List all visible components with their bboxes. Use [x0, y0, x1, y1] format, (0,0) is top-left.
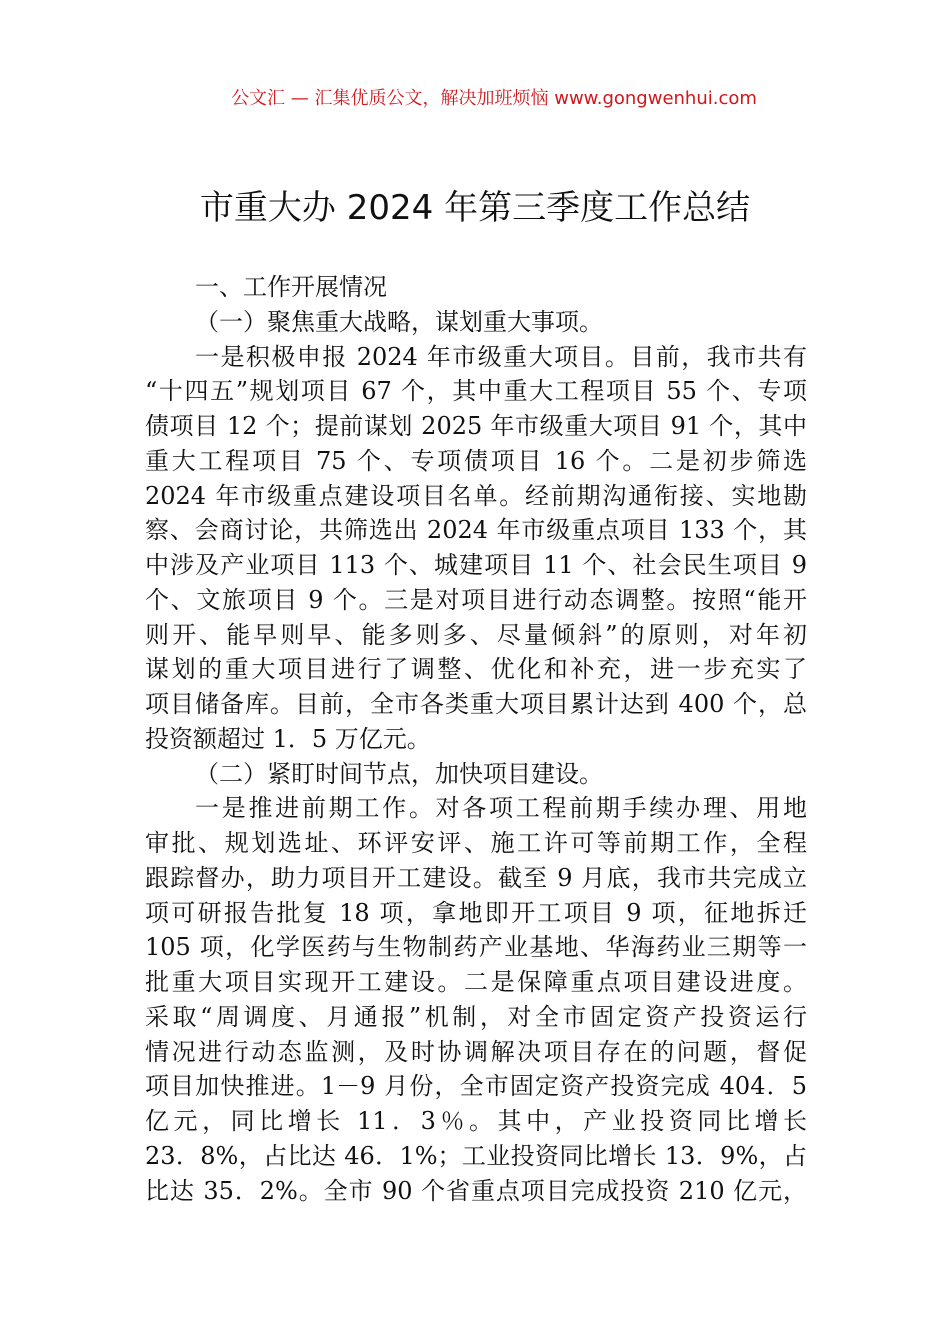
paragraph-line: 一是推进前期工作。对各项工程前期手续办理、用地 — [195, 794, 807, 823]
paragraph-line: 重大工程项目 75 个、专项债项目 16 个。二是初步筛选 — [145, 446, 807, 475]
paragraph-line: 情况进行动态监测，及时协调解决项目存在的问题，督促 — [145, 1037, 807, 1066]
paragraph-line: 采取“周调度、月通报”机制，对全市固定资产投资运行 — [145, 1002, 807, 1031]
paragraph-line: 一是积极申报 2024 年市级重大项目。目前，我市共有 — [195, 342, 807, 371]
paragraph-line: 审批、规划选址、环评安评、施工许可等前期工作，全程 — [145, 829, 807, 857]
paragraph-line: 批重大项目实现开工建设。二是保障重点项目建设进度。 — [145, 968, 807, 996]
paragraph-line: 谋划的重大项目进行了调整、优化和补充，进一步充实了 — [145, 655, 807, 684]
paragraph-line: 23．8%，占比达 46．1%；工业投资同比增长 13．9%，占 — [145, 1141, 807, 1170]
document-body — [145, 270, 807, 1208]
paragraph-line: 项目储备库。目前，全市各类重大项目累计达到 400 个，总 — [145, 690, 807, 718]
paragraph-line: 2024 年市级重点建设项目名单。经前期沟通衔接、实地勘 — [145, 481, 807, 510]
paragraph-line: 项目加快推进。1－9 月份，全市固定资产投资完成 404．5 — [145, 1072, 807, 1101]
document-title: 市重大办 2024 年第三季度工作总结 — [199, 188, 751, 228]
paragraph-line: 一、工作开展情况 — [195, 273, 387, 301]
paragraph-line: 则开、能早则早、能多则多、尽量倾斜”的原则，对年初 — [145, 620, 807, 649]
paragraph-line: 投资额超过 1．5 万亿元。 — [145, 724, 431, 753]
paragraph-line: 个、文旅项目 9 个。三是对项目进行动态调整。按照“能开 — [145, 585, 807, 614]
paragraph-line: 察、会商讨论，共筛选出 2024 年市级重点项目 133 个，其 — [145, 516, 807, 545]
paragraph-line: “十四五”规划项目 67 个，其中重大工程项目 55 个、专项 — [145, 377, 807, 406]
paragraph-line: 债项目 12 个；提前谋划 2025 年市级重大项目 91 个，其中 — [145, 412, 807, 440]
paragraph-line: 跟踪督办，助力项目开工建设。截至 9 月底，我市共完成立 — [145, 863, 807, 892]
paragraph-line: 项可研报告批复 18 项，拿地即开工项目 9 项，征地拆迁 — [145, 898, 807, 927]
paragraph-line: （一）聚焦重大战略，谋划重大事项。 — [195, 307, 603, 336]
paragraph-line: 亿元，同比增长 11．3％。其中，产业投资同比增长 — [145, 1107, 807, 1135]
paragraph-line: 比达 35．2%。全市 90 个省重点项目完成投资 210 亿元， — [145, 1176, 807, 1205]
paragraph-line: 中涉及产业项目 113 个、城建项目 11 个、社会民生项目 9 — [145, 551, 807, 579]
watermark-header: 公文汇 — 汇集优质公文，解决加班烦恼 www.gongwenhui.com — [231, 88, 757, 109]
paragraph-line: （二）紧盯时间节点，加快项目建设。 — [195, 759, 603, 788]
paragraph-line: 105 项，化学医药与生物制药产业基地、华海药业三期等一 — [145, 933, 807, 962]
